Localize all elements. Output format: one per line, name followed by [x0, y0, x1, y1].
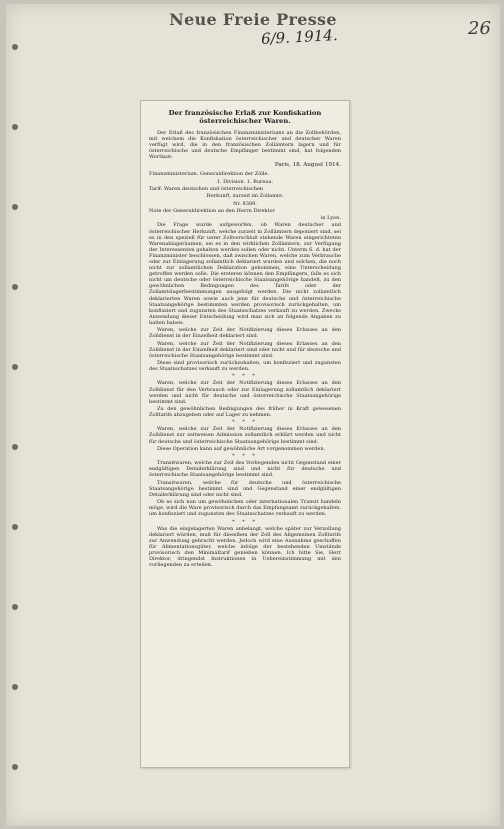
- handwritten-date: 6/9. 1914.: [260, 26, 339, 48]
- paragraph: Transitwaren, welche für deutsche und österreichische Staatsangehörige bestimmt sind und Gegenstand einer endgültigen Detailerklärung sind oder nicht sind.: [149, 479, 341, 498]
- paragraph: Zu den gewöhnlichen Bedingungen des früher in Kraft gewesenen Zolltarifs abzugeben oder auf Lager zu nehmen.: [149, 406, 341, 419]
- newspaper-masthead: Neue Freie Presse: [169, 10, 337, 29]
- punch-hole: [12, 444, 18, 450]
- paragraph: Transitwaren, welche zur Zeit des Vorliegenden nicht Gegenstand einer endgültigen Detailerklärung sind und nicht für deutsche und österreichische Staatsangehörige bestimmt sind.: [149, 460, 341, 479]
- section-separator: * * *: [232, 419, 258, 426]
- note-line: in Lyon.: [320, 215, 341, 222]
- paragraph: Diese Operation kann auf gewöhnliche Art vorgenommen werden.: [157, 445, 326, 452]
- section-separator: * * *: [232, 373, 258, 380]
- punch-hole: [12, 124, 18, 130]
- punch-hole: [12, 684, 18, 690]
- punch-hole: [12, 764, 18, 770]
- section-separator: * * *: [232, 453, 258, 460]
- paragraph: Waren, welche zur Zeit der Notifizierung dieses Erlasses an den Zolldienst zur zeitweisen Admission zollamtlich erklärt werden und nicht für deutsche und österreichische Staatsangehörige bestimmt sind.: [149, 426, 341, 445]
- punch-hole: [12, 604, 18, 610]
- division-line: 1. Division. 1. Bureau.: [216, 178, 274, 185]
- tariff-line: Tarif: Waren deutschen und österreichischen: [149, 186, 264, 193]
- dateline: Paris, 18. August 1914.: [274, 162, 341, 169]
- punch-hole: [12, 204, 18, 210]
- paragraph: Waren, welche zur Zeit der Notifizierung dieses Erlasses an den Zolldienst in der Einzelheit deklariert sind.: [149, 327, 341, 340]
- decree-number: Nr. 8389.: [233, 200, 257, 207]
- article-intro: Der Erlaß des französischen Finanzministeriums an die Zollbehörden, mit welchem die Konfiskation österreichischer und deutscher Waren verfügt wird, die in den französischen Zollämtern lagern und für österreichische und deutsche Empfänger bestimmt sind, hat folgenden Wortlaut:: [149, 130, 341, 161]
- paragraph: Waren, welche zur Zeit der Notifizierung dieses Erlasses an den Zolldienst in der Einzelheit deklariert sind oder nicht und für deutsche und österreichische Staatsangehörige bestimmt sind.: [149, 340, 341, 359]
- paragraph: Waren, welche zur Zeit der Notifizierung dieses Erlasses an den Zolldienst für den Verbrauch oder zur Einlagerung zollamtlich deklariert werden und nicht für deutsche und österreichische Staatsangehörige bestimmt sind.: [149, 380, 341, 405]
- paragraph: Was die eingelagerten Waren anbelangt, welche später zur Verzollung deklariert würden, muß für dieselben der Zoll des Allgemeinen Zolltarifs zur Anwendung gebracht werden. Jedoch wird eine Ausnahme geschaffen für Alimentationsgüter, welche infolge der bestehenden Umstände provisorisch den Minimaltarif genießen können. Ich bitte Sie, Herr Direktor, dringendst Instruktionen in Uebereinstimmung mit den vorliegenden zu erteilen.: [149, 525, 341, 569]
- paragraph: Diese sind provisorisch zurückzuhalten, um konfisziert und zugunsten des Staatsschatzes verkauft zu werden.: [149, 360, 341, 373]
- section-separator: * * *: [232, 518, 258, 525]
- ministry-line: Finanzministerium. Generaldirektion der Zölle.: [149, 171, 270, 178]
- tariff-line: Herkunft, zurzeit im Zollamte.: [206, 193, 284, 200]
- handwritten-page-number: 26: [468, 18, 491, 39]
- article-headline: [149, 109, 341, 125]
- punch-hole: [12, 364, 18, 370]
- note-line: Note der Generaldirektion an den Herrn Direktor: [149, 207, 275, 214]
- paragraph: Die Frage wurde aufgeworfen, ob Waren deutscher und österreichischer Herkunft, welche zurzeit in Zollämtern deponiert sind, sei es in den speziell für unter Zollverschluß stehende Waren eingerichteten Warenablageräumen, sei es in den wirklichen Zollämtern, zur Verfügung der Interessenten gehalten werden sollen oder nicht. Unterm 6. d. hat der Finanzminister beschlossen, daß zwischen Waren, welche zum Verbrauche oder zur Einlagerung zollamtlich deklariert wurden und solchen, die noch nicht zur zollamtlichen Deklaration gekommen, eine Unterscheidung getroffen werden solle. Die ersteren können den Empfängern, falls es sich nicht um deutsche oder österreichische Staatsangehörige handelt, zu den gewöhnlichen Bedingungen des Tarifs oder der Zollamtslagerbestimmungen ausgefolgt werden. Die nicht zollamtlich deklarierten Waren sowie auch jene für deutsche und österreichische Staatsangehörige bestimmten werden provisorisch zurückgehalten, um konfisziert und zugunsten des Staatsschatzes verkauft zu werden. Zwecks Anwendung dieser Entscheidung wird man sich an folgende Angaben zu halten haben:: [149, 222, 341, 326]
- paragraph: Ob es sich nun um gewöhnlichen oder internationalen Transit handeln möge, wird die Ware provisorisch durch das Empfangsamt zurückgehalten, um konfisziert und zugunsten des Staatsschatzes verkauft zu werden.: [149, 499, 341, 518]
- punch-hole: [12, 44, 18, 50]
- newspaper-clipping: [140, 100, 350, 768]
- headline-line: österreichischer Waren.: [199, 117, 291, 125]
- archive-sheet: [6, 4, 500, 826]
- headline-line: Der französische Erlaß zur Konfiskation: [168, 109, 322, 117]
- punch-hole: [12, 524, 18, 530]
- punch-hole: [12, 284, 18, 290]
